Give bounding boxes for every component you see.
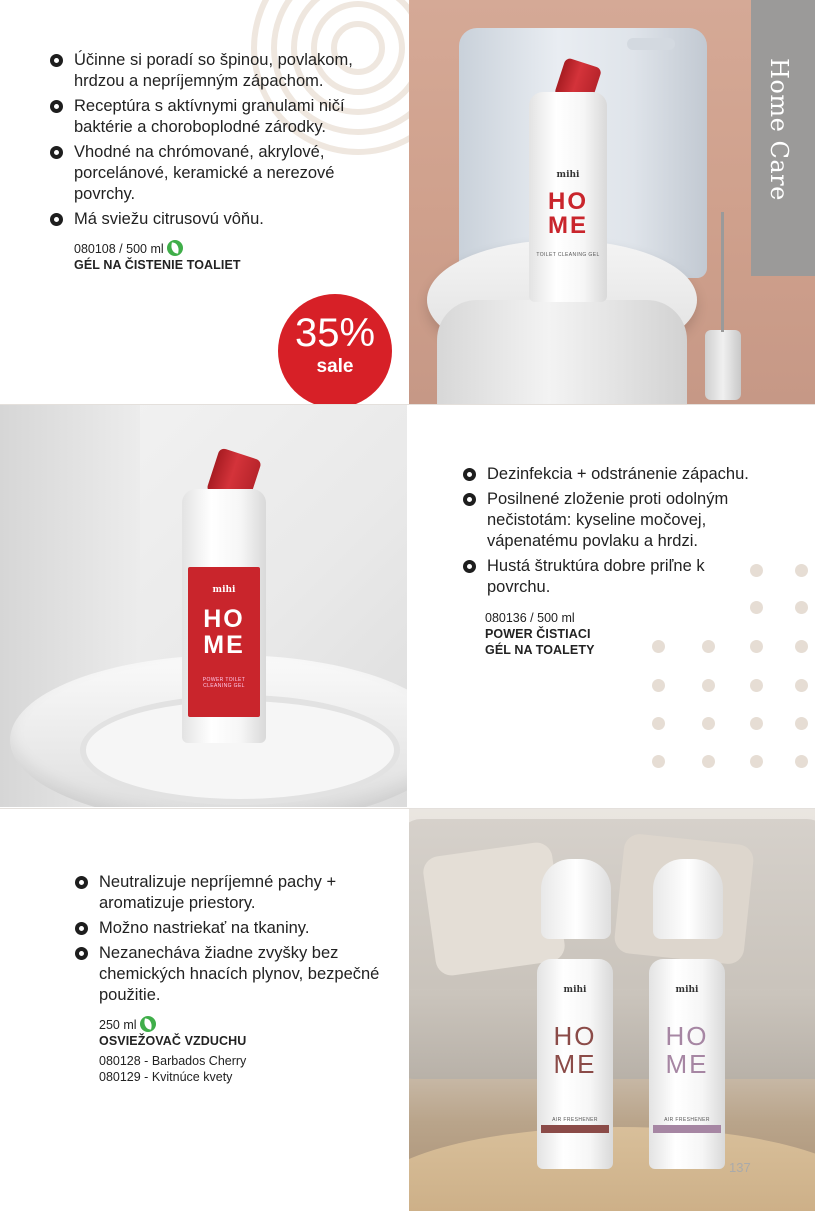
- page-number: 137: [729, 1160, 751, 1175]
- variant-item: 080129 - Kvitnúce kvety: [99, 1070, 233, 1084]
- feature-list: [463, 464, 763, 598]
- feature-item: Hustá štruktúra dobre priľne k povrchu.: [463, 556, 763, 598]
- toilet-flush-button: [627, 38, 675, 50]
- bullet-icon: [75, 876, 88, 889]
- feature-item: Účinne si poradí so špinou, povlakom, hrdzou a nepríjemným zápachom.: [50, 50, 380, 92]
- bullet-icon: [50, 100, 63, 113]
- feature-item: Vhodné na chrómované, akrylové, porcelánové, keramické a nerezové povrchy.: [50, 142, 380, 205]
- feature-item: Má sviežu citrusovú vôňu.: [50, 209, 380, 230]
- product-air-freshener-text: [75, 872, 395, 1102]
- feature-item: Dezinfekcia + odstránenie zápachu.: [463, 464, 763, 485]
- feature-list: [50, 50, 380, 230]
- bottle-stripe: [653, 1125, 721, 1133]
- bottle-body: [182, 489, 266, 743]
- sale-percent: 35%: [294, 311, 376, 355]
- product-name: OSVIEŽOVAČ VZDUCHU: [99, 1034, 247, 1048]
- product-volume: 250 ml: [99, 1018, 137, 1032]
- spray-trigger: [653, 859, 723, 939]
- toilet-brush: [705, 330, 741, 400]
- bottle-stripe: [541, 1125, 609, 1133]
- toilet-gel-bottle: [529, 62, 607, 302]
- spray-trigger: [541, 859, 611, 939]
- feature-item: Neutralizuje nepríjemné pachy + aromatizuje priestory.: [75, 872, 395, 914]
- bottle-label: mihi HO ME POWER TOILET CLEANING GEL: [188, 567, 260, 717]
- bullet-icon: [50, 213, 63, 226]
- bullet-icon: [50, 146, 63, 159]
- product-name: GÉL NA ČISTENIE TOALIET: [74, 258, 241, 272]
- feature-item: Nezanecháva žiadne zvyšky bez chemických hnacích plynov, bezpečné použitie.: [75, 943, 395, 1006]
- section-tab: Home Care: [751, 0, 815, 276]
- air-freshener-bottle-cherry: [537, 859, 613, 1169]
- feature-item: Možno nastriekať na tkaniny.: [75, 918, 395, 939]
- eco-leaf-icon: [167, 240, 183, 256]
- feature-item: Posilnené zloženie proti odolným nečistotám: kyseline močovej, vápenatému povlaku a hrdzi.: [463, 489, 763, 552]
- product-code: 080108 / 500 ml: [74, 242, 164, 256]
- bullet-icon: [75, 922, 88, 935]
- product-code: 080136 / 500 ml: [485, 611, 575, 625]
- product-name-line2: GÉL NA TOALETY: [485, 643, 595, 657]
- eco-leaf-icon: [140, 1016, 156, 1032]
- bullet-icon: [75, 947, 88, 960]
- product-name-line1: POWER ČISTIACI: [485, 627, 591, 641]
- sale-badge: [278, 294, 392, 408]
- air-freshener-photo: [409, 809, 815, 1211]
- air-freshener-bottle-flowers: [649, 859, 725, 1169]
- bottle-body: mihi HO ME AIR FRESHENER: [649, 959, 725, 1169]
- bottle-body: mihi HO ME AIR FRESHENER: [537, 959, 613, 1169]
- feature-list: [75, 872, 395, 1006]
- feature-item: Receptúra s aktívnymi granulami ničí baktérie a choroboplodné zárodky.: [50, 96, 380, 138]
- power-gel-bottle: [182, 453, 266, 743]
- bullet-icon: [50, 54, 63, 67]
- power-gel-photo: [0, 405, 407, 807]
- bullet-icon: [463, 493, 476, 506]
- bullet-icon: [463, 468, 476, 481]
- bottle-body: mihi HO ME TOILET CLEANING GEL: [529, 92, 607, 302]
- toilet-bowl: [437, 300, 687, 404]
- variant-item: 080128 - Barbados Cherry: [99, 1054, 247, 1068]
- sale-label: sale: [316, 356, 354, 377]
- product-power-gel-text: [463, 464, 763, 714]
- bullet-icon: [463, 560, 476, 573]
